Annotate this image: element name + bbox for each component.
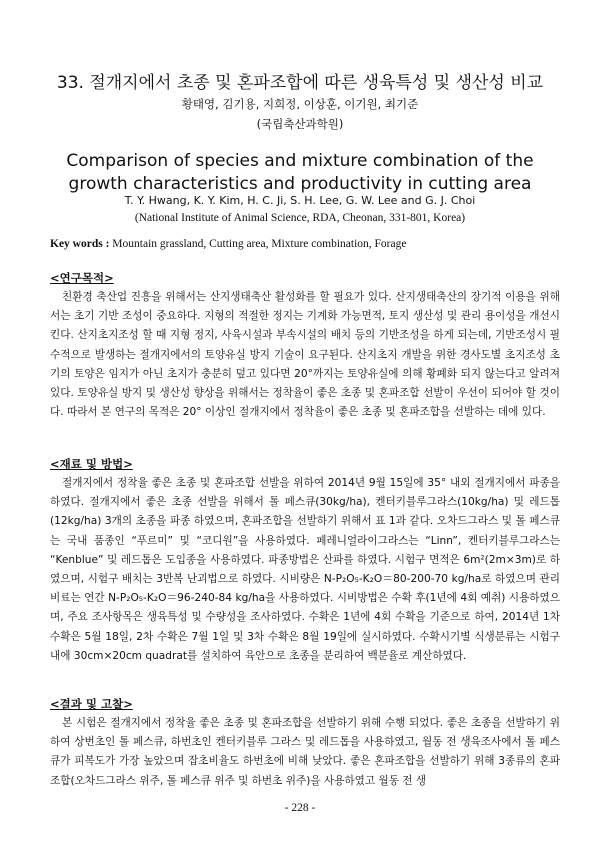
section-body-methods: 절개지에서 정착율 좋은 초종 및 혼파조합 선발을 위하여 2014년 9월 15일에 35° 내외 절개지에서 파종을 하였다. 절개지에서 좋은 초종 선발을 위해서 톨 페스큐(30kg/ha), 켄터키블루그라스(10kg/ha) 및 레드톱(12kg/ha) 3개의 초종을 파종 하였으며, 혼파조합을 선발하기 위해서 표 1과 같다. 오차드그라스 및 톨 페스큐는 국내 품종인 “푸르미” 및 “코디원”을 사용하였다. 페레니얼라이그라스는 “Linn”, 켄터키블루그라스는 “Kenblue” 및 레드톱은 도입종을 사용하였다. 파종방법은 산파를 하였다. 시험구 면적은 6m²(2m×3m)로 하였으며, 시험구 배치는 3반복 난괴법으로 하였다. 시비량은 N-P₂O₅-K₂O＝80-200-70 kg/ha로 하였으며 관리 비료는 연간 N-P₂O₅-K₂O＝96-240-84 kg/ha을 사용하였다. 시비방법은 수확 후(1년에 4회 예취) 시용하였으며, 주요 조사항목은 생육특성 및 수량성을 조사하였다. 수확은 1년에 4회 수확을 기준으로 하여, 2014년 1차 수확은 5월 18일, 2차 수확은 7월 1일 및 3차 수확은 8월 19일에 실시하였다. 수확시기별 식생분류는 시험구내에 30cm×20cm quadrat를 설치하여 육안으로 초종을 분리하여 백분율로 계산하였다. <box>50 477 560 662</box>
section-body-purpose: 친환경 축산업 진흥을 위해서는 산지생태축산 활성화를 할 필요가 있다. 산지생태축산의 장기적 이용을 위해서는 초기 기반 조성이 중요하다. 지형의 적절한 정지는 기계화 가능면적, 토지 생산성 및 관리 용이성을 개선시킨다. 산지초지조성 할 때 지형 정지, 사육시설과 부속시설의 배치 등의 기반조성을 하게 되는데, 기반조성시 필수적으로 발생하는 절개지에서의 토양유실 방지 기술이 요구된다. 산지초지 개발을 위한 경사도별 초지조성 초기의 토양은 임지가 아닌 초지가 충분히 덮고 있다면 20°까지는 토양유실에 의해 황폐화 되지 않는다고 알려져 있다. 토양유실 방지 및 생산성 향상을 위해서는 정착율이 좋은 초종 및 혼파조합 선발이 우선이 되어야 할 것이다. 따라서 본 연구의 목적은 20° 이상인 절개지에서 정착율이 좋은 초종 및 혼파조합을 선발하는 데에 있다. <box>50 291 560 419</box>
authors-korean: 황태영, 김기용, 지희정, 이상훈, 이기원, 최기준 <box>181 97 419 111</box>
page-number: - 228 - <box>284 802 316 814</box>
affiliation-korean: (국립축산과학원) <box>256 117 344 131</box>
affiliation-english: (National Institute of Animal Science, RDA, Cheonan, 331-801, Korea) <box>134 212 466 224</box>
section-heading-purpose: <연구목적> <box>50 271 114 285</box>
section-body-results: 본 시험은 절개지에서 정착율 좋은 초종 및 혼파조합을 선발하기 위해 수행 되었다. 좋은 초종을 선발하기 위하여 상번초인 톨 페스큐, 하번초인 켄터키블루 그라스 및 레드톱을 사용하였고, 월동 전 생육조사에서 톨 페스큐가 피복도가 가장 높았으며 잡초비율도 하번초에 비해 낮았다. 좋은 혼파조합을 선발하기 위해 3종류의 혼파조합(오차드그라스 위주, 톨 페스큐 위주 및 하번초 위주)을 사용하였고 월동 전 생 <box>50 717 560 787</box>
section-heading-methods: <재료 및 방법> <box>50 457 133 471</box>
keywords-line <box>50 238 560 250</box>
title-korean: 33. 절개지에서 초종 및 혼파조합에 따른 생육특성 및 생산성 비교 <box>56 73 544 93</box>
keywords-text: Mountain grassland, Cutting area, Mixture combination, Forage <box>112 238 407 250</box>
section-heading-results: <결과 및 고찰> <box>50 697 133 711</box>
authors-english: T. Y. Hwang, K. Y. Kim, H. C. Ji, S. H. Lee, G. W. Lee and G. J. Choi <box>124 194 476 207</box>
keywords-label: Key words : <box>50 238 110 250</box>
title-english: Comparison of species and mixture combination of the growth characteristics and productivity in cutting area <box>66 151 534 194</box>
